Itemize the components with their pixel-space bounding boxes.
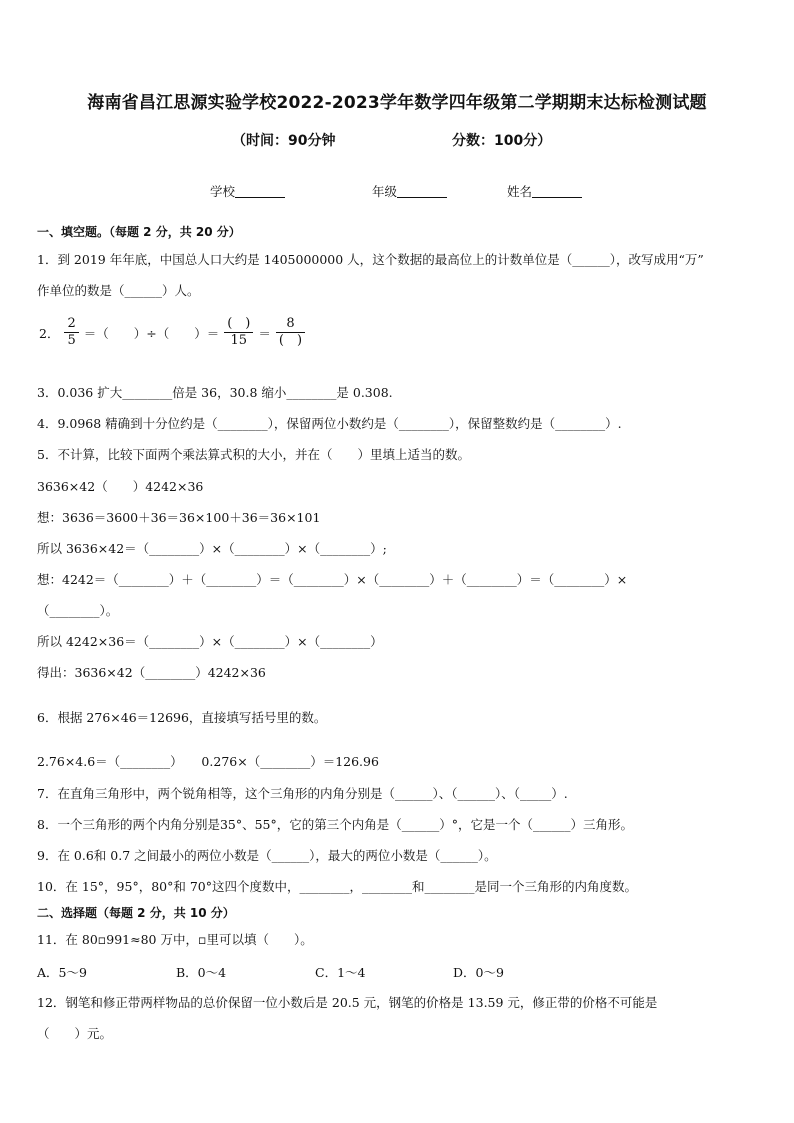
question-11: 11．在 80▫991≈80 万中，▫里可以填（ ）。: [37, 932, 313, 947]
question-12-line-2: （ ）元。: [37, 1026, 113, 1041]
question-6-line-1: 6．根据 276×46＝12696，直接填写括号里的数。: [37, 710, 327, 725]
question-12-line-1: 12．钢笔和修正带两样物品的总价保留一位小数后是 20.5 元，钢笔的价格是 13.59 元，修正带的价格不可能是: [37, 995, 658, 1010]
fraction-numerator: 2: [64, 316, 78, 333]
exam-score: 分数：100分）: [452, 133, 552, 149]
question-5-line-2: 3636×42（ ）4242×36: [37, 479, 204, 494]
section-fill-blank-heading: 一、填空题。（每题 2 分，共 20 分）: [37, 225, 241, 239]
question-1-line-2: 作单位的数是（______）人。: [37, 283, 200, 298]
question-8: 8．一个三角形的两个内角分别是35°、55°，它的第三个内角是（______）°，它是一个（______）三角形。: [37, 817, 634, 832]
question-11-option-d[interactable]: D．0～9: [453, 965, 504, 980]
fraction-denominator[interactable]: ( ): [278, 333, 303, 348]
fraction-denominator: 5: [67, 333, 76, 348]
question-11-option-b[interactable]: B．0～4: [176, 965, 227, 980]
equals-sign: ＝: [258, 325, 271, 341]
question-5-line-3: 想：3636＝3600＋36＝36×100＋36＝36×101: [37, 510, 321, 525]
question-5-line-6: （________）。: [37, 603, 119, 618]
question-5-line-1: 5．不计算，比较下面两个乘法算式积的大小，并在（ ）里填上适当的数。: [37, 447, 470, 462]
fraction-numerator: 8: [276, 316, 305, 333]
fraction-denominator: 15: [230, 333, 248, 348]
grade-blank[interactable]: [397, 184, 447, 198]
exam-title: 海南省昌江思源实验学校2022-2023学年数学四年级第二学期期末达标检测试题: [87, 93, 707, 113]
fraction-numerator[interactable]: ( ): [224, 316, 253, 333]
name-blank[interactable]: [532, 184, 582, 198]
question-2-division: ＝（ ）÷（ ）＝: [83, 325, 220, 341]
question-3: 3．0.036 扩大________倍是 36，30.8 缩小________是 0.308.: [37, 385, 393, 400]
question-5-line-8: 得出：3636×42（________）4242×36: [37, 665, 266, 680]
question-10: 10．在 15°，95°，80°和 70°这四个度数中，________，________和________是同一个三角形的内角度数。: [37, 879, 637, 894]
grade-field[interactable]: [372, 182, 447, 200]
question-2-number: 2．: [39, 325, 60, 341]
question-2: [37, 316, 308, 349]
question-11-option-c[interactable]: C．1～4: [315, 965, 366, 980]
section-choice-heading: 二、选择题（每题 2 分，共 10 分）: [37, 906, 235, 920]
fraction-8-over-blank: [276, 316, 305, 349]
fraction-two-fifths: [64, 316, 78, 349]
name-label: 姓名: [507, 184, 533, 199]
school-field[interactable]: [210, 182, 285, 200]
fraction-blank-over-15: [224, 316, 253, 349]
question-5-line-7: 所以 4242×36＝（________）×（________）×（________）: [37, 634, 383, 649]
school-blank[interactable]: [235, 184, 285, 198]
question-4: 4．9.0968 精确到十分位约是（________），保留两位小数约是（________），保留整数约是（________）.: [37, 416, 622, 431]
question-9: 9．在 0.6和 0.7 之间最小的两位小数是（______），最大的两位小数是（______）。: [37, 848, 497, 863]
question-5-line-5: 想：4242＝（________）＋（________）＝（________）×（________）＋（________）＝（________）×: [37, 572, 628, 587]
exam-time: （时间：90分钟: [232, 133, 336, 149]
grade-label: 年级: [372, 184, 398, 199]
question-11-option-a[interactable]: A．5～9: [37, 965, 87, 980]
question-5-line-4: 所以 3636×42＝（________）×（________）×（________）;: [37, 541, 387, 556]
question-1-line-1: 1．到 2019 年年底，中国总人口大约是 1405000000 人，这个数据的最高位上的计数单位是（______），改写成用“万”: [37, 252, 704, 267]
name-field[interactable]: [507, 182, 582, 200]
question-7: 7．在直角三角形中，两个锐角相等，这个三角形的内角分别是（______）、（______）、（_____）.: [37, 786, 568, 801]
question-6-line-2: 2.76×4.6＝（________） 0.276×（________）＝126.96: [37, 754, 379, 769]
school-label: 学校: [210, 184, 236, 199]
